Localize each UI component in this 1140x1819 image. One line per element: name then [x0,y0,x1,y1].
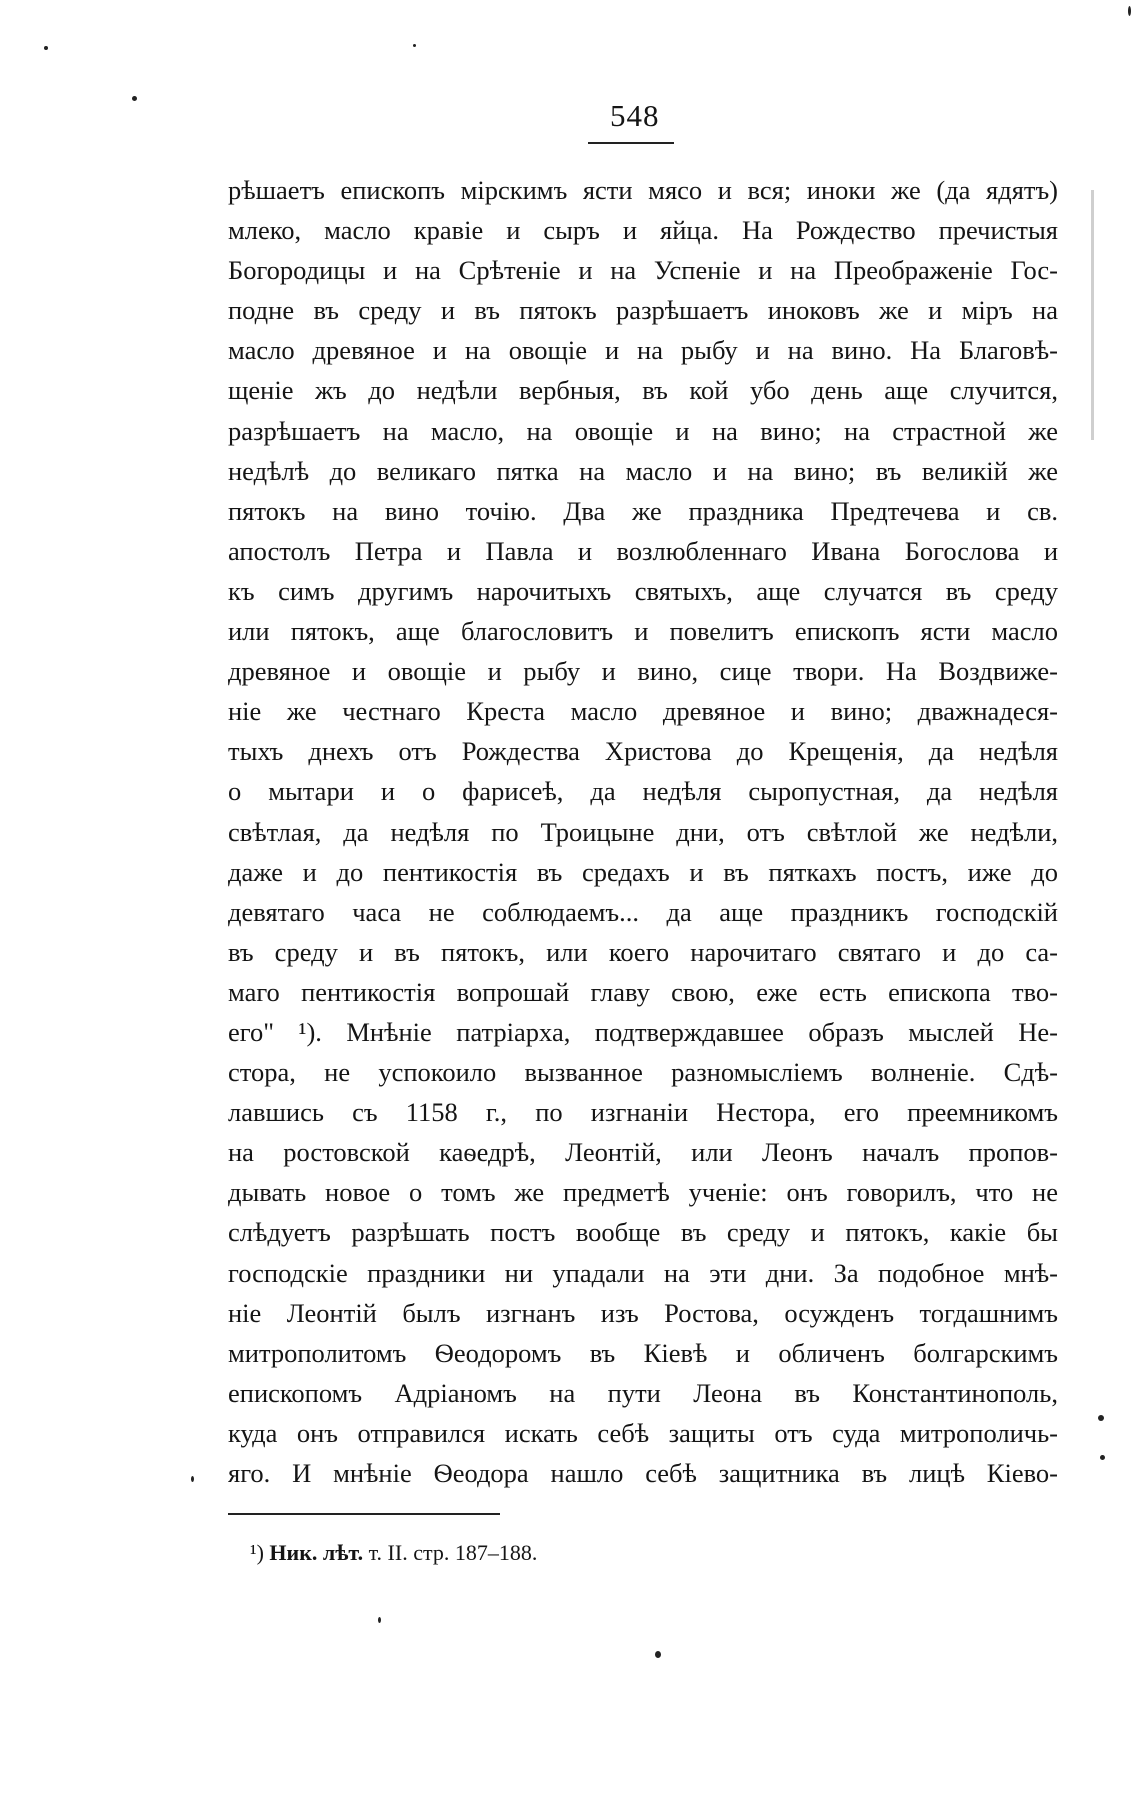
page-number: 548 [610,98,660,133]
text-line: или пятокъ, аще благословитъ и повелитъ епископъ ясти масло [228,616,1058,647]
text-line: недѣлѣ до великаго пятка на масло и на вино; въ великій же [228,455,1058,486]
text-line: ніе же честнаго Креста масло древяное и вино; дважнадеся- [228,696,1058,727]
scan-speck [1098,1415,1104,1421]
footnote-source: Ник. лѣт. [269,1540,364,1565]
scan-speck [1100,1455,1105,1460]
footnote [250,1540,537,1566]
text-line: свѣтлая, да недѣля по Троицыне дни, отъ свѣтлой же недѣли, [228,816,1058,847]
text-line: тыхъ днехъ отъ Рождества Христова до Крещенія, да недѣля [228,736,1058,767]
footnote-marker: ¹) [250,1540,264,1565]
text-line: млеко, масло кравіе и сыръ и яйца. На Рождество пречистыя [228,215,1058,246]
text-line: стора, не успокоило вызванное разномысліемъ волненіе. Сдѣ- [228,1057,1058,1088]
text-line: куда онъ отправился искать себѣ защиты отъ суда митрополичь- [228,1417,1058,1448]
text-line: дывать новое о томъ же предметѣ ученіе: онъ говорилъ, что не [228,1177,1058,1208]
scan-speck [378,1617,381,1623]
text-line: митрополитомъ Ѳеодоромъ въ Кіевѣ и обличенъ болгарскимъ [228,1337,1058,1368]
text-line: ніе Леонтій былъ изгнанъ изъ Ростова, осужденъ тогдашнимъ [228,1297,1058,1328]
body-text [228,170,1058,1493]
text-line: яго. И мнѣніе Ѳеодора нашло себѣ защитника въ лицѣ Кіево- [228,1458,1058,1488]
text-line: его" ¹). Мнѣніе патріарха, подтверждавшее образъ мыслей Не- [228,1016,1058,1047]
scan-speck [1128,6,1131,16]
text-line: Богородицы и на Срѣтеніе и на Успеніе и на Преображеніе Гос- [228,255,1058,286]
text-line: пятокъ на вино точію. Два же праздника Предтечева и св. [228,495,1058,526]
text-line: апостолъ Петра и Павла и возлюбленнаго Ивана Богослова и [228,535,1058,566]
scan-speck [655,1651,661,1658]
text-line: на ростовской каѳедрѣ, Леонтій, или Леонъ началъ пропов- [228,1137,1058,1168]
text-line: щеніе жъ до недѣли вербныя, въ кой убо день аще случится, [228,375,1058,406]
text-line: подне въ среду и въ пятокъ разрѣшаетъ иноковъ же и міръ на [228,295,1058,326]
text-line: о мытари и о фарисеѣ, да недѣля сыропустная, да недѣля [228,776,1058,807]
scan-speck [132,96,137,101]
text-line: разрѣшаетъ на масло, на овощіе и на вино; на страстной же [228,415,1058,446]
footnote-citation: т. II. стр. 187–188. [368,1540,538,1565]
text-line: маго пентикостія вопрошай главу свою, еже есть епископа тво- [228,976,1058,1007]
text-line: древяное и овощіе и рыбу и вино, сице твори. На Воздвиже- [228,656,1058,687]
margin-shadow [1091,190,1094,440]
text-line: рѣшаетъ епископъ мірскимъ ясти мясо и вся; иноки же (да ядятъ) [228,175,1058,205]
text-line: слѣдуетъ разрѣшать постъ вообще въ среду и пятокъ, какіе бы [228,1217,1058,1248]
text-line: епископомъ Адріаномъ на пути Леона въ Константинополь, [228,1377,1058,1408]
text-line: господскіе праздники ни упадали на эти дни. За подобное мнѣ- [228,1257,1058,1288]
text-line: лавшись съ 1158 г., по изгнаніи Нестора, его преемникомъ [228,1097,1058,1128]
text-line: даже и до пентикостія въ средахъ и въ пяткахъ постъ, иже до [228,856,1058,887]
scan-speck [413,44,416,47]
footnote-rule [228,1513,500,1515]
text-line: къ симъ другимъ нарочитыхъ святыхъ, аще случатся въ среду [228,575,1058,606]
text-line: девятаго часа не соблюдаемъ... да аще праздникъ господскій [228,896,1058,927]
text-line: масло древяное и на овощіе и на рыбу и на вино. На Благовѣ- [228,335,1058,366]
scan-speck [191,1476,194,1482]
scan-speck [44,46,48,50]
page-number-rule [588,142,674,144]
text-line: въ среду и въ пятокъ, или коего нарочитаго святаго и до са- [228,936,1058,967]
